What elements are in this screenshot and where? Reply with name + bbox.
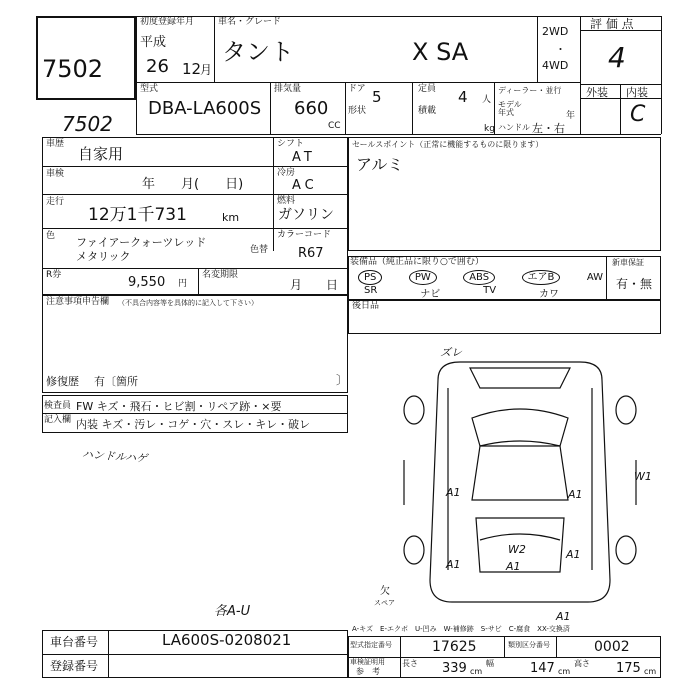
spare-label: スペア: [374, 599, 395, 607]
vehicle-cert-label: 車検証明用: [350, 658, 385, 666]
model-label: 型式: [140, 84, 159, 94]
ref-label: 参 考: [356, 667, 380, 676]
load-unit: kg: [484, 124, 495, 134]
shape-label: 形状: [348, 106, 367, 116]
model-year-label: モデル 年式: [498, 100, 522, 117]
sales-point-text: アルミ: [356, 155, 404, 174]
width-label: 幅: [486, 659, 494, 668]
notice-sub: （不具合内容等を具体的に記入して下さい）: [118, 299, 258, 307]
inspector-label-1: 検査員: [44, 401, 72, 411]
ac-label: 冷房: [277, 168, 296, 178]
usage: 自家用: [78, 145, 124, 163]
load-label: 積載: [418, 106, 437, 116]
color-tone-label: 色替: [250, 245, 269, 255]
handwritten-note: ハンドルハゲ: [81, 447, 148, 466]
mark-w2: W2: [508, 543, 526, 556]
doors-label: ドア: [348, 84, 366, 94]
ac: AC: [292, 178, 318, 193]
mileage: 12万1千731: [88, 205, 187, 225]
inspection-label: 車検: [46, 169, 65, 179]
model-cert: 17625: [432, 639, 477, 655]
reg-label: 登録番号: [50, 659, 99, 673]
month-unit: 月: [200, 63, 213, 77]
chassis-label: 車台番号: [50, 635, 99, 649]
recycle-unit: 円: [178, 279, 188, 289]
reg-year: 26: [146, 56, 169, 77]
fuel-label: 燃料: [277, 196, 296, 206]
height-label: 高さ: [574, 659, 590, 668]
mark-a1-rear-left: A1: [446, 558, 461, 571]
drive-2wd: 2WD: [542, 25, 569, 38]
mark-a1-rear-center: A1: [506, 560, 521, 573]
score: 4: [608, 41, 626, 74]
handle-label: ハンドル: [498, 123, 530, 132]
color-label: 色: [46, 231, 56, 241]
bottom-note: 各A-U: [214, 604, 251, 619]
color-code: R67: [298, 246, 324, 261]
model-cert-label: 型式指定番号: [350, 641, 392, 649]
car-name: タント: [222, 38, 294, 66]
mark-a1-right: A1: [568, 488, 583, 501]
dealer-label: ディーラー・並行: [498, 86, 562, 95]
shift-label: シフト: [277, 139, 305, 149]
color-code-label: カラーコード: [277, 230, 332, 240]
width: 147: [530, 661, 555, 676]
mark-a1-bottom: A1: [556, 610, 571, 623]
capacity-unit: 人: [482, 95, 492, 105]
equipment-tv: TV: [483, 285, 497, 296]
car-name-label: 車名・グレード: [218, 17, 282, 27]
mileage-unit: km: [222, 211, 240, 224]
equipment-leather: カワ: [538, 289, 559, 300]
interior-grade: C: [630, 102, 646, 127]
usage-label: 車歴: [46, 139, 65, 149]
color-name: ファイアークォーツレッド メタリック: [76, 236, 207, 263]
class-number: 0002: [594, 639, 630, 655]
mark-spare-missing: 欠: [380, 586, 390, 597]
grade: X SA: [412, 38, 469, 66]
recycle-label: R券: [46, 270, 62, 280]
rear-seat-label: 後日品: [352, 301, 380, 311]
length-label: 長さ: [402, 659, 418, 668]
mark-zure: ズレ: [440, 346, 462, 359]
equipment-ps: PS: [358, 270, 382, 285]
length: 339: [442, 661, 467, 676]
repair-close: 〕: [336, 373, 349, 387]
model: DBA-LA600S: [148, 98, 262, 119]
equipment-airbag: エアB: [522, 270, 561, 285]
equipment-abs: ABS: [463, 270, 495, 285]
recycle-fee: 9,550: [128, 275, 166, 290]
chassis-number: LA600S-0208021: [162, 631, 292, 649]
interior-label: 内装: [626, 86, 648, 99]
equipment-pw: PW: [409, 270, 437, 285]
shift: AT: [292, 150, 316, 165]
equipment-row-1: [358, 270, 603, 285]
repair-value: 有〔箇所: [94, 375, 138, 388]
new-car-warranty: 有・無: [616, 277, 653, 291]
mark-w1: W1: [634, 470, 652, 483]
class-label: 類別区分番号: [508, 641, 550, 649]
name-change-date: 月 日: [290, 278, 339, 292]
damage-legend: A-キズ E-エクボ U-凹み W-補修跡 S-サビ C-腐食 XX-交換済: [352, 625, 570, 633]
car-damage-diagram: [400, 340, 640, 625]
year-unit: 年: [566, 111, 576, 121]
era: 平成: [140, 35, 167, 50]
equipment-label: 装備品（純正品に限り○で囲む）: [350, 257, 484, 267]
score-label: 評 価 点: [590, 17, 634, 31]
inspector-row-2: 内装 キズ・汚レ・コゲ・穴・スレ・キレ・破レ: [76, 418, 311, 431]
mileage-label: 走行: [46, 197, 65, 207]
equipment-sr: SR: [364, 285, 378, 296]
new-car-warranty-label: 新車保証: [612, 258, 644, 267]
height-unit: cm: [644, 667, 657, 676]
displacement-unit: CC: [328, 121, 341, 131]
exterior-label: 外装: [586, 86, 608, 99]
equipment-row-2: [364, 285, 559, 300]
doors: 5: [372, 88, 382, 106]
equipment-aw: AW: [586, 272, 603, 283]
equipment-navi: ナビ: [420, 289, 441, 300]
mark-a1-left: A1: [446, 486, 461, 499]
repair-label: 修復歴: [46, 375, 79, 388]
length-unit: cm: [470, 667, 483, 676]
width-unit: cm: [558, 667, 571, 676]
reg-month: 12: [182, 60, 202, 78]
displacement-label: 排気量: [274, 84, 302, 94]
drive-4wd: 4WD: [542, 59, 569, 72]
inspection: 年 月( 日): [142, 177, 244, 192]
notice-label: 注意事項申告欄: [46, 297, 110, 307]
handle-value: 左・右: [532, 122, 565, 135]
first-reg-label: 初度登録年月: [140, 17, 195, 27]
height: 175: [616, 661, 641, 676]
name-change-label: 名変期限: [202, 270, 239, 280]
lot-number: 7502: [42, 55, 104, 83]
displacement: 660: [294, 98, 329, 119]
capacity-label: 定員: [418, 84, 437, 94]
capacity: 4: [458, 88, 468, 106]
inspector-row-1: FW キズ・飛石・ヒビ割・リペア跡・×要: [76, 400, 282, 413]
sales-point-label: セールスポイント（正常に機能するものに限ります）: [352, 140, 544, 149]
mark-a1-rear-right: A1: [566, 548, 581, 561]
fuel: ガソリン: [278, 207, 334, 223]
inspector-label-2: 記入欄: [44, 415, 72, 425]
handwritten-lot-number: 7502: [62, 112, 113, 136]
